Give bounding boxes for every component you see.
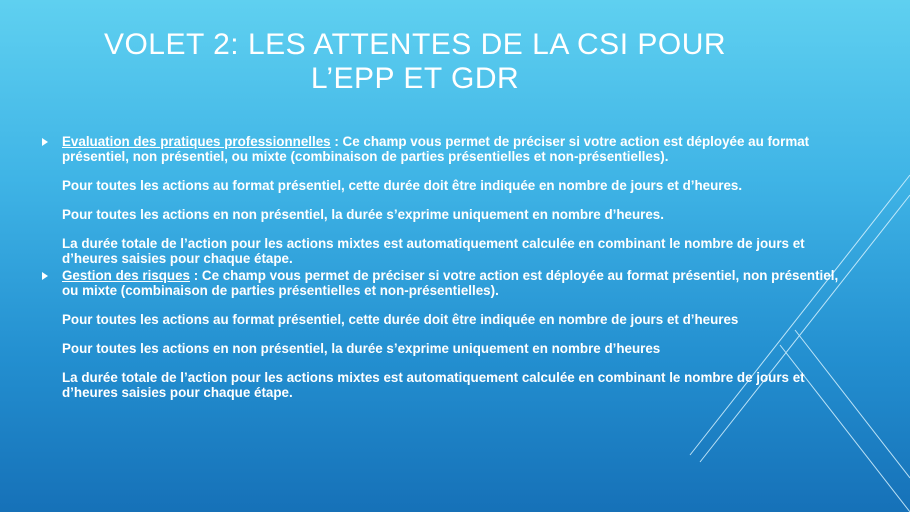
- bullet-arrow-icon: [42, 138, 48, 146]
- bullet-epp-heading: Evaluation des pratiques professionnelles: [62, 134, 331, 149]
- slide-title-line-2: L’EPP ET GDR: [310, 62, 520, 95]
- bullet-epp-presentiel: Pour toutes les actions au format présentiel, cette durée doit être indiquée en nombre de jours et d’heures.: [62, 178, 743, 193]
- bullet-gdr-mixte: La durée totale de l’action pour les actions mixtes est automatiquement calculée en combinant le nombre de jours et d’heures saisies pour chaque étape.: [62, 370, 805, 400]
- bullet-gdr-presentiel: Pour toutes les actions au format présentiel, cette durée doit être indiquée en nombre de jours et d’heures: [62, 312, 739, 327]
- slide-title: [95, 28, 735, 96]
- bullet-gdr-heading: Gestion des risques: [62, 268, 190, 283]
- slide-title-line-1: VOLET 2: LES ATTENTES DE LA CSI POUR: [103, 28, 727, 61]
- bullet-arrow-icon: [42, 272, 48, 280]
- bullet-gdr-intro: [62, 268, 842, 298]
- bullet-epp: [42, 134, 842, 266]
- bullet-gdr-non-presentiel: Pour toutes les actions en non présentiel, la durée s’exprime uniquement en nombre d’heures: [62, 341, 661, 356]
- bullet-gdr: [42, 268, 842, 400]
- bullet-gdr-intro-text: : Ce champ vous permet de préciser si votre action est déployée au format présentiel, non présentiel, ou mixte (combinaison de parties présentielles et non-présentielles).: [62, 268, 839, 298]
- bullet-epp-intro: [62, 134, 842, 164]
- bullet-epp-non-presentiel: Pour toutes les actions en non présentiel, la durée s’exprime uniquement en nombre d’heures.: [62, 207, 664, 222]
- slide-body: [42, 134, 842, 402]
- bullet-epp-intro-text: : Ce champ vous permet de préciser si votre action est déployée au format présentiel, non présentiel, ou mixte (combinaison de parties présentielles et non-présentielles).: [62, 134, 810, 164]
- bullet-epp-mixte: La durée totale de l’action pour les actions mixtes est automatiquement calculée en combinant le nombre de jours et d’heures saisies pour chaque étape.: [62, 236, 805, 266]
